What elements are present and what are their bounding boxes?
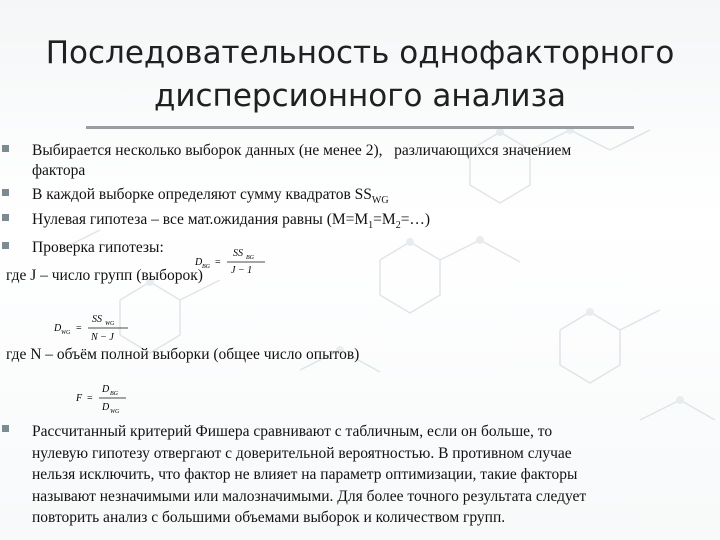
formula-lhs: F xyxy=(76,393,83,404)
conclusion-line-2: нулевую гипотезу отвергают с доверительной вероятностью. В противном случае xyxy=(32,444,572,462)
formula-f xyxy=(74,380,134,416)
bullet-marker xyxy=(2,242,9,249)
bullet-2-subscript: WG xyxy=(371,195,389,207)
bullet-marker xyxy=(2,214,9,221)
bullet-2-text: В каждой выборке определяют сумму квадратов SS xyxy=(32,186,372,203)
formula-num-sub: BG xyxy=(110,391,118,397)
subscript-2: 2 xyxy=(395,220,401,232)
bullet-4-text: Проверка гипотезы: xyxy=(32,239,164,256)
svg-text:=: = xyxy=(76,323,82,334)
hypothesis-text: Нулевая гипотеза – все мат.ожидания равны (M=M xyxy=(32,211,369,228)
svg-text:=: = xyxy=(215,257,221,268)
note-n: где N – объём полной выборки (общее число опытов) xyxy=(6,346,360,363)
title-line-2: дисперсионного анализа xyxy=(153,78,567,114)
formula-num: SS xyxy=(92,314,102,325)
bullet-1-line-2: фактора xyxy=(32,162,86,179)
formula-den: D xyxy=(102,402,110,413)
slide-title xyxy=(0,32,720,118)
title-line-1: Последовательность однофакторного xyxy=(45,35,675,71)
formula-num-sub: WG xyxy=(105,321,115,327)
formula-den: J − 1 xyxy=(231,265,253,276)
formula-num-sub: BG xyxy=(246,255,254,261)
subscript-1: 1 xyxy=(368,220,374,232)
note-j: где J – число групп (выборок) xyxy=(6,267,203,284)
formula-lhs-sub: BG xyxy=(202,264,210,270)
conclusion-line-1: Рассчитанный критерий Фишера сравнивают с табличным, если он больше, то xyxy=(32,423,553,440)
hypothesis-text-3: =…) xyxy=(400,211,431,228)
bullet-marker xyxy=(2,189,9,196)
formula-num: D xyxy=(102,384,110,395)
bullet-marker xyxy=(2,145,9,152)
formula-den-sub: WG xyxy=(110,409,120,415)
conclusion-line-4: называют незначимыми или малозначимыми. Для более точного результата следует xyxy=(32,487,587,505)
formula-dwg xyxy=(52,309,134,345)
formula-den: N − J xyxy=(91,332,114,343)
hypothesis-text-2: =M xyxy=(373,211,396,228)
formula-lhs: D xyxy=(54,323,62,334)
formula-lhs: D xyxy=(195,257,203,268)
conclusion-line-3: нельзя исключить, что фактор не влияет на параметр оптимизации, такие факторы xyxy=(32,466,578,483)
formula-dbg xyxy=(193,244,273,278)
title-underline xyxy=(86,126,634,129)
formula-num: SS xyxy=(233,248,243,259)
bullet-1-line-1: Выбирается несколько выборок данных (не менее 2), различающихся значением xyxy=(32,142,572,159)
formula-lhs-sub: WG xyxy=(61,330,71,336)
conclusion-line-5: повторить анализ с большими объемами выборок и количеством групп. xyxy=(32,509,506,526)
bullet-marker xyxy=(2,425,9,432)
svg-text:=: = xyxy=(87,393,93,404)
